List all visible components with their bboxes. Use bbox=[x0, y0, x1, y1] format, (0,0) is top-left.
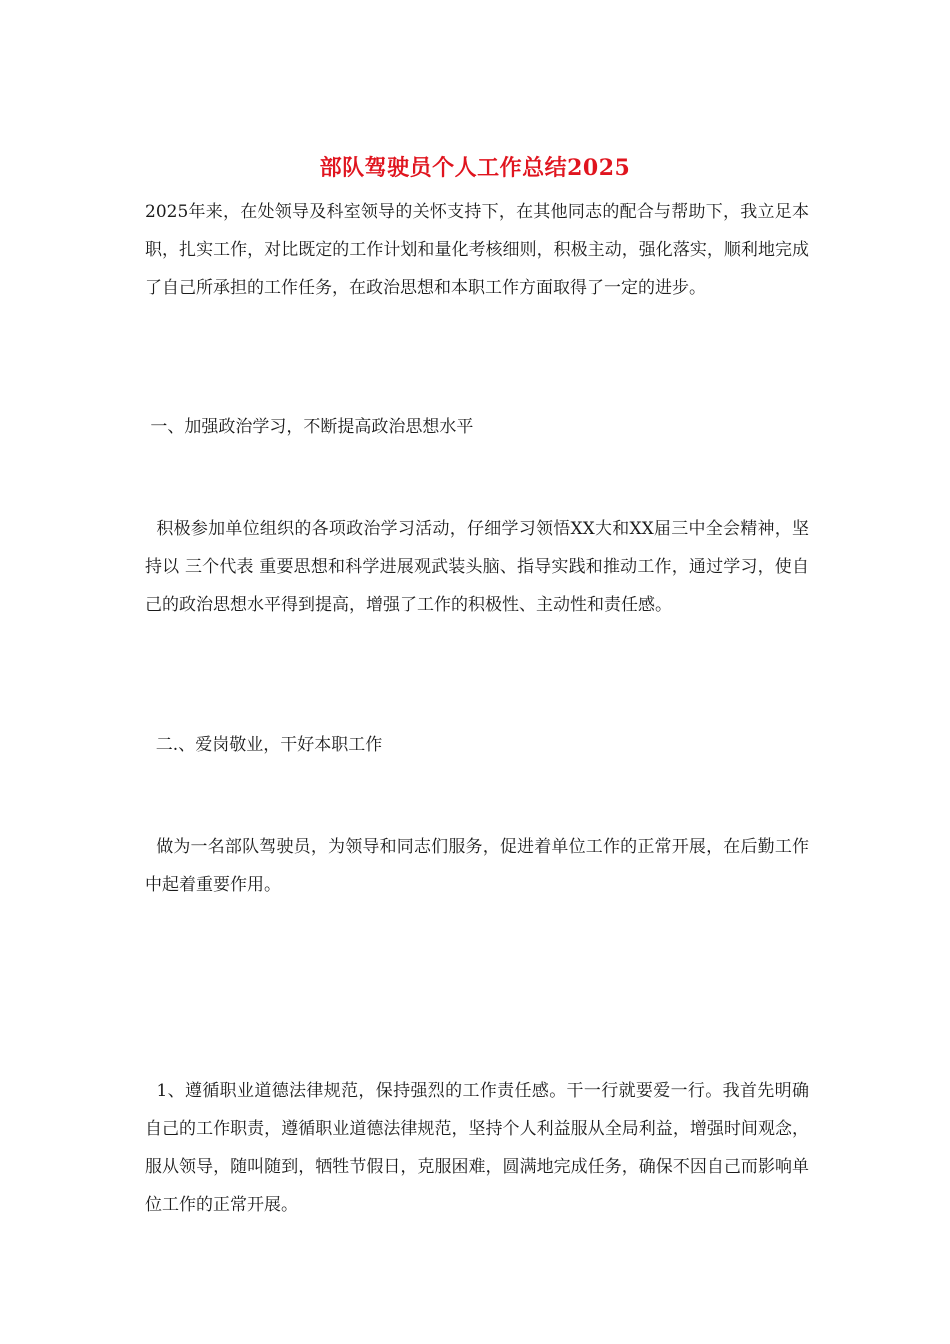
section-2-heading: 二.、爱岗敬业，干好本职工作 bbox=[145, 735, 383, 755]
section-1-paragraph: 积极参加单位组织的各项政治学习活动，仔细学习领悟XX大和XX届三中全会精神，坚持以 三个代表 重要思想和科学进展观武装头脑、指导实践和推动工作，通过学习，使自己的政治思想水平得到提高，增强了工作的积极性、主动性和责任感。 bbox=[145, 519, 809, 615]
item-1-paragraph: 1、遵循职业道德法律规范，保持强烈的工作责任感。干一行就要爱一行。我首先明确自己的工作职责，遵循职业道德法律规范，坚持个人利益服从全局利益，增强时间观念，服从领导，随叫随到，牺牲节假日，克服困难，圆满地完成任务，确保不因自己而影响单位工作的正常开展。 bbox=[145, 1081, 809, 1215]
document-title: 部队驾驶员个人工作总结2025 bbox=[319, 155, 631, 181]
intro-paragraph: 2025年来，在处领导及科室领导的关怀支持下，在其他同志的配合与帮助下，我立足本职，扎实工作，对比既定的工作计划和量化考核细则，积极主动，强化落实，顺利地完成了自己所承担的工作任务，在政治思想和本职工作方面取得了一定的进步。 bbox=[145, 202, 809, 298]
section-1-heading: 一、加强政治学习，不断提高政治思想水平 bbox=[145, 417, 474, 437]
section-2-paragraph: 做为一名部队驾驶员，为领导和同志们服务，促进着单位工作的正常开展，在后勤工作中起着重要作用。 bbox=[145, 837, 810, 895]
